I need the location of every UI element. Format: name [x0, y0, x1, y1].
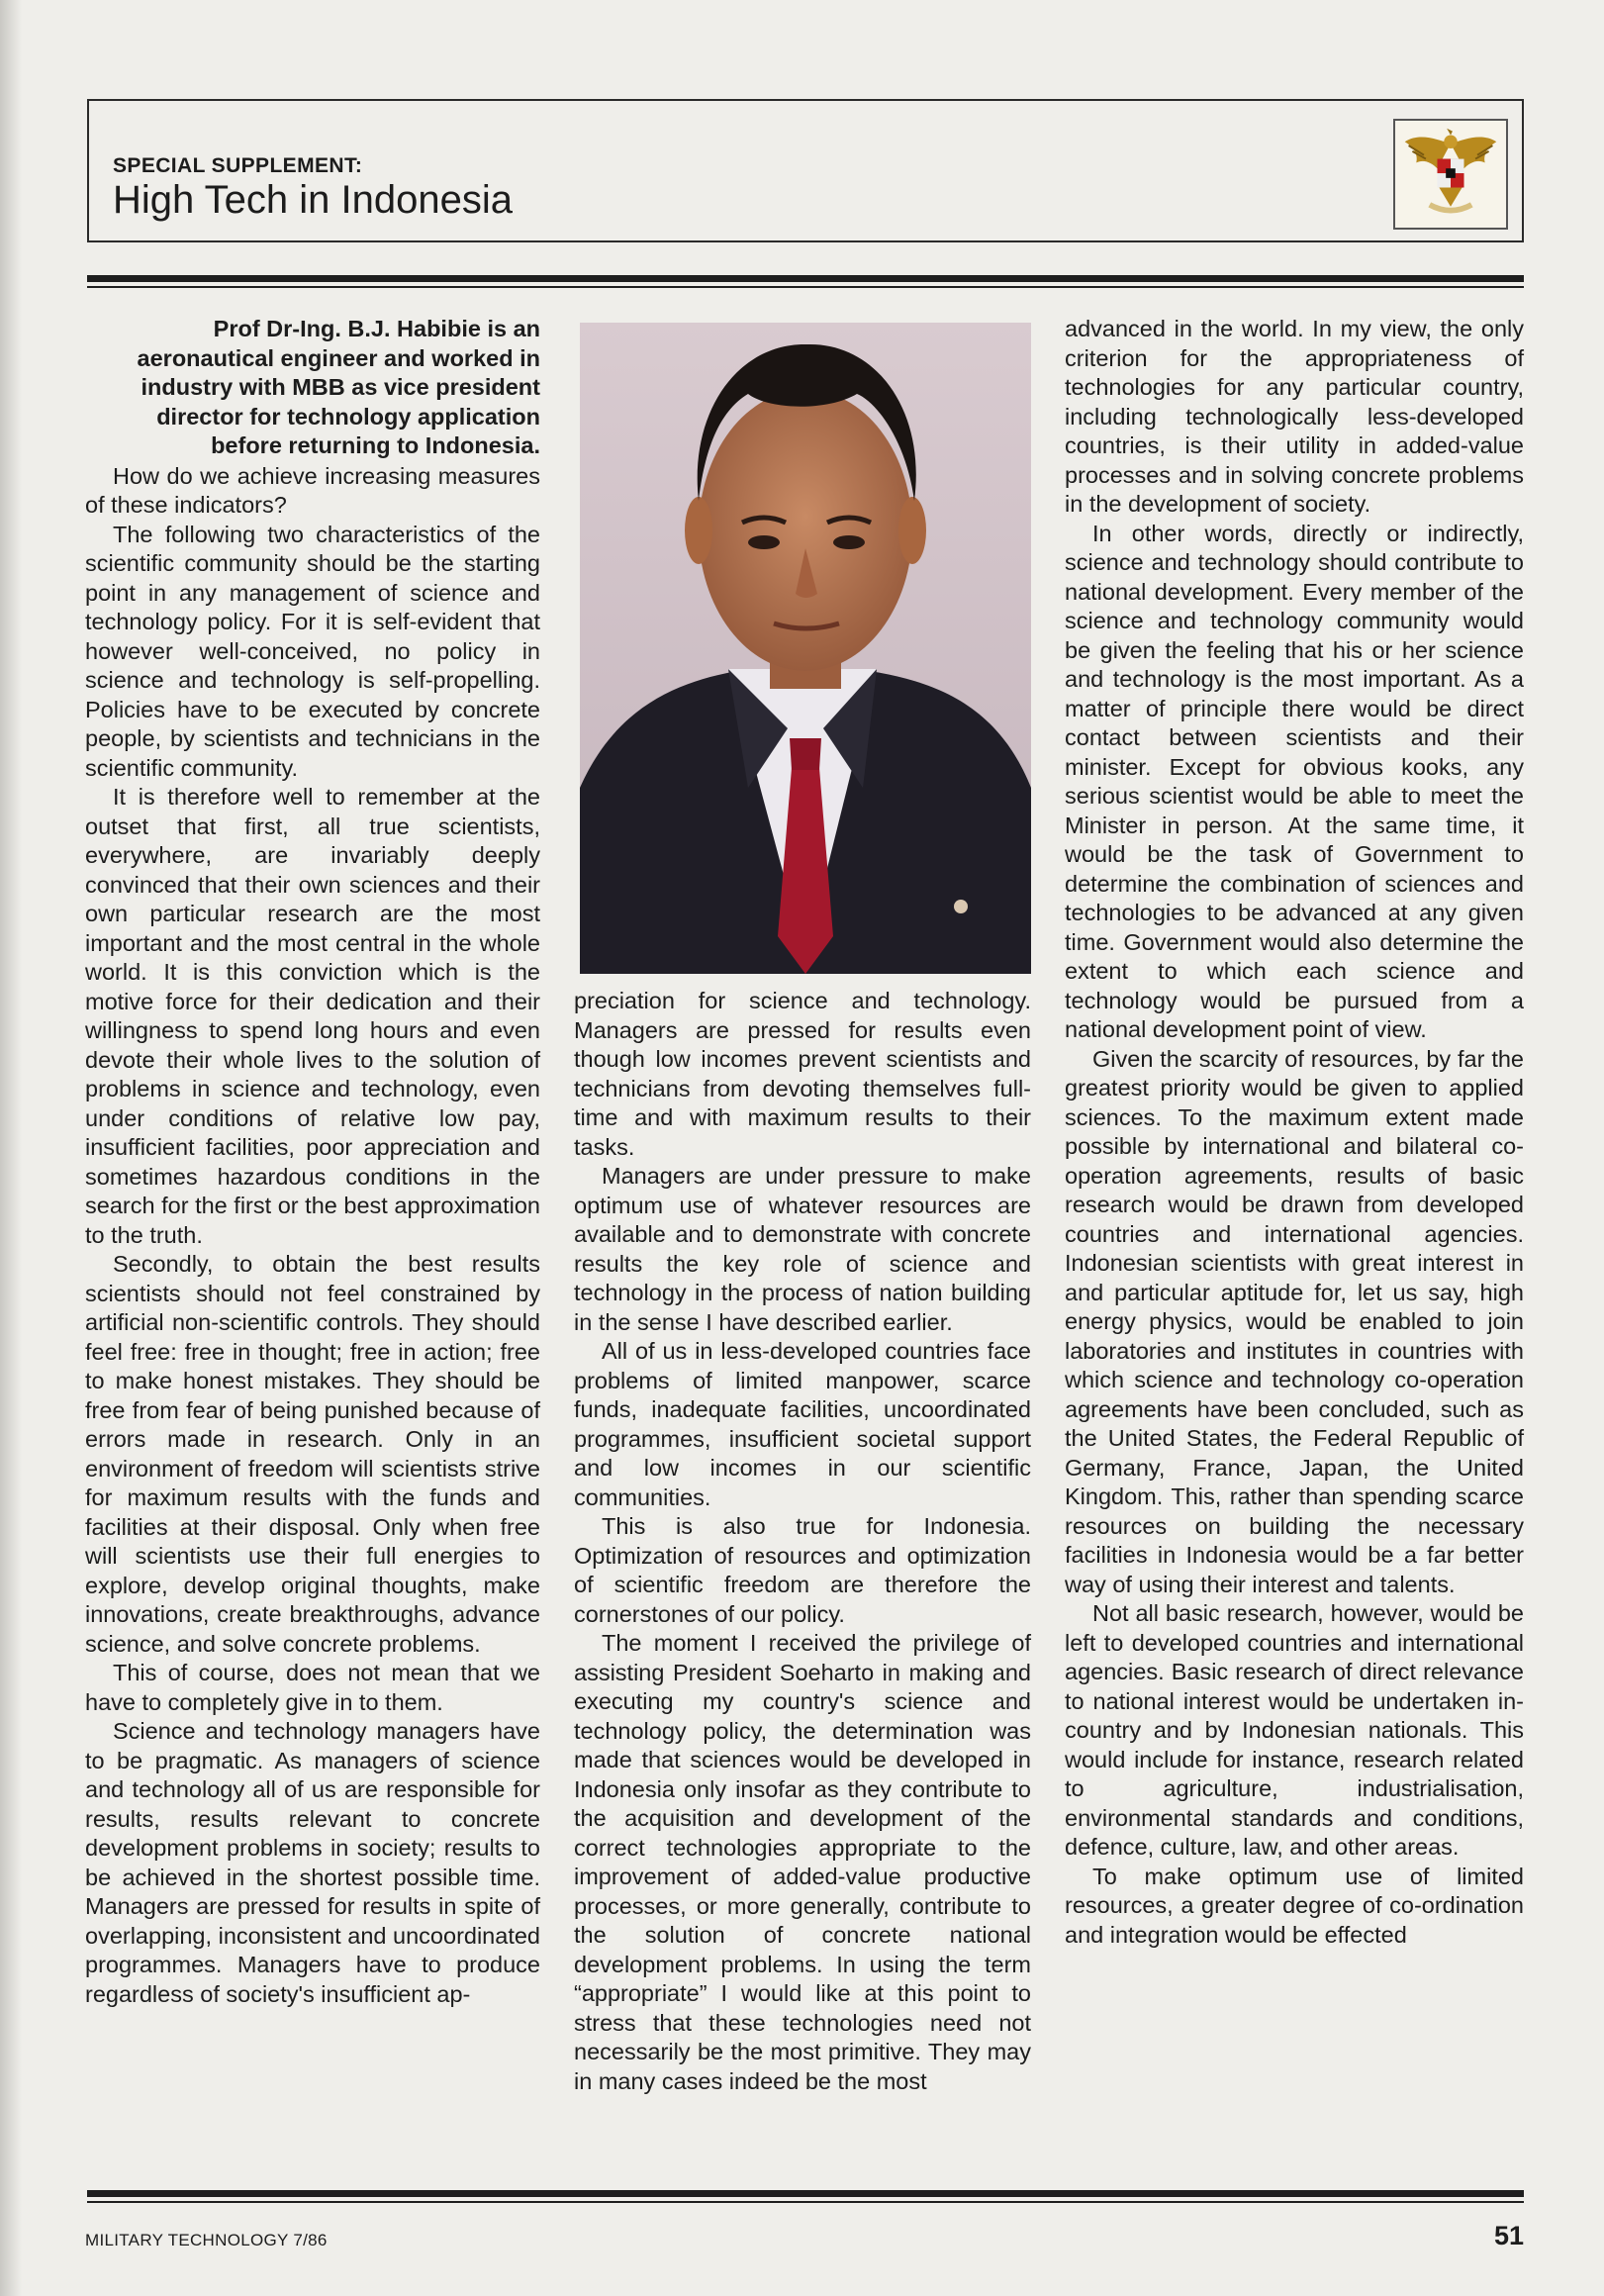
paragraph: All of us in less-developed countries face problems of limited manpower, scarce funds, inadequate facilities, uncoordinated programmes, insufficient societal support and low incomes in our scientific communities. [574, 1338, 1031, 1510]
supplement-kicker: SPECIAL SUPPLEMENT: [113, 154, 363, 177]
paragraph: To make optimum use of limited resources, a greater degree of co-ordination and integration would be effected [1065, 1863, 1524, 1948]
portrait-photo [580, 323, 1031, 974]
paragraph: Given the scarcity of resources, by far the greatest priority would be given to applied sciences. To the maximum extent made possible by international and bilateral co-operation agreements, results of basic research would be drawn from developed countries and international agencies. Indonesian scientists with great interest in and particular aptitude for, let us say, high energy physics, would be enabled to join laboratories and institutes in countries with which science and technology co-operation agreements have been concluded, such as the United States, the Federal Republic of Germany, France, Japan, the United Kingdom. This, rather than spending scarce resources on building the necessary facilities in Indonesia would be a far better way of using their interest and talents. [1065, 1045, 1524, 1597]
article-column-1 [85, 315, 540, 2009]
paragraph: Science and technology managers have to be pragmatic. As managers of science and technology all of us are responsible for results, results relevant to concrete development problems in society; results to be achieved in the shortest possible time. Managers are pressed for results in spite of overlapping, inconsistent and uncoordinated programmes. Managers have to produce regardless of society's insufficient ap- [85, 1718, 540, 2007]
top-rule [87, 275, 1524, 282]
garuda-emblem-icon [1393, 119, 1508, 230]
page-edge-shadow [0, 0, 22, 2296]
bottom-rule [87, 2190, 1524, 2197]
paragraph: It is therefore well to remember at the outset that first, all true scientists, everywhere, are invariably deeply convinced that their own sciences and their own particular research are the most important and the most central in the whole world. It is this conviction which is the motive force for their dedication and their willingness to spend long hours and even devote their whole lives to the solution of problems in science and technology, even under conditions of relative low pay, insufficient facilities, poor appreciation and sometimes hazardous conditions in the search for the first or the best approximation to the truth. [85, 784, 540, 1248]
top-rule-thin [87, 286, 1524, 288]
paragraph: The following two characteristics of the scientific community should be the starting point in any management of science and technology policy. For it is self-evident that however well-conceived, no policy in science and technology is self-propelling. Policies have to be executed by concrete people, by scientists and technicians in the scientific community. [85, 521, 540, 781]
paragraph: This is also true for Indonesia. Optimization of resources and optimization of scientific freedom are therefore the cornerstones of our policy. [574, 1513, 1031, 1627]
paragraph: This of course, does not mean that we have to completely give in to them. [85, 1660, 540, 1715]
supplement-header [87, 99, 1524, 242]
paragraph: advanced in the world. In my view, the only criterion for the appropriateness of technologies for any particular country, including technologically less-developed countries, is their utility in added-value processes and in solving concrete problems in the development of society. [1065, 316, 1524, 517]
paragraph: Not all basic research, however, would be left to developed countries and international agencies. Basic research of direct relevance to national interest would be undertaken in-country and by Indonesian nationals. This would include for instance, research related to agriculture, industrialisation, environmental standards and conditions, defence, culture, law, and other areas. [1065, 1600, 1524, 1860]
paragraph: Managers are under pressure to make optimum use of whatever resources are available and to demonstrate with concrete results the key role of science and technology in the process of nation building in the sense I have described earlier. [574, 1163, 1031, 1335]
paragraph: preciation for science and technology. Managers are pressed for results even though low incomes prevent scientists and technicians from devoting themselves full-time and with maximum results to their tasks. [574, 988, 1031, 1160]
page-number: 51 [1493, 2221, 1524, 2250]
paragraph: In other words, directly or indirectly, science and technology should contribute to national development. Every member of the science and technology community would be given the feeling that his or her science and technology is the most important. As a matter of principle there would be direct contact between scientists and their minister. Except for obvious kooks, any serious scientist would be able to meet the Minister in person. At the same time, it would be the task of Government to determine the combination of sciences and technologies to be advanced at any given time. Government would also determine the extent to which each science and technology would be pursued from a national development point of view. [1065, 520, 1524, 1042]
publication-footer: MILITARY TECHNOLOGY 7/86 [85, 2231, 328, 2249]
supplement-title: High Tech in Indonesia [113, 178, 513, 222]
article-column-2 [574, 987, 1031, 2096]
paragraph: Secondly, to obtain the best results scientists should not feel constrained by artificial non-scientific controls. They should feel free: free in thought; free in action; free to make honest mistakes. They should be free from fear of being punished because of errors made in research. Only in an environment of freedom will scientists strive for maximum results with the funds and facilities at their disposal. Only when free will scientists use their full energies to explore, develop original thoughts, make innovations, create breakthroughs, advance science, and solve concrete problems. [85, 1251, 540, 1657]
bottom-rule-thin [87, 2201, 1524, 2203]
paragraph: How do we achieve increasing measures of these indicators? [85, 462, 540, 518]
paragraph: The moment I received the privilege of assisting President Soeharto in making and executing my country's science and technology policy, the determination was made that sciences would be developed in Indonesia only insofar as they contribute to the acquisition and development of the correct technologies appropriate to the improvement of added-value productive processes, or more generally, contribute to the solution of concrete national development problems. In using the term “appropriate” I would like at this point to stress that these technologies need not necessarily be the most primitive. They may in many cases indeed be the most [574, 1630, 1031, 2094]
article-column-3 [1065, 315, 1524, 1950]
author-intro: Prof Dr-Ing. B.J. Habibie is an aeronautical engineer and worked in industry with MBB as vice president director for technology application before returning to Indonesia. [137, 316, 540, 458]
